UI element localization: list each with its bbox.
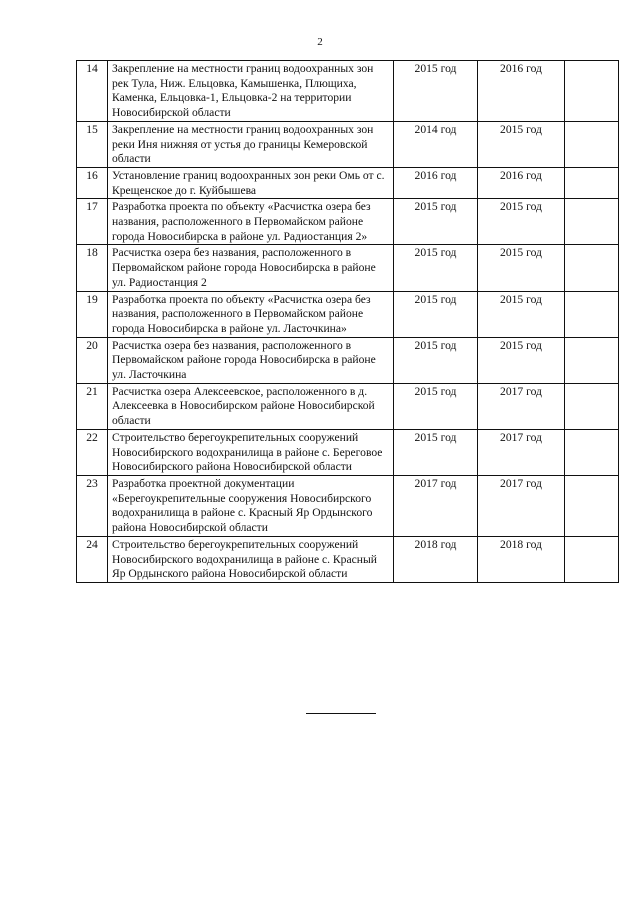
end-year-cell: 2016 год — [478, 167, 565, 198]
start-year-cell: 2015 год — [394, 291, 478, 337]
table-row — [77, 429, 619, 475]
works-table-body — [77, 61, 619, 583]
end-year-cell: 2015 год — [478, 121, 565, 167]
start-year-cell: 2015 год — [394, 61, 478, 122]
work-name-cell: Установление границ водоохранных зон реки Омь от с. Крещенское до г. Куйбышева — [108, 167, 394, 198]
note-cell — [565, 199, 619, 245]
note-cell — [565, 291, 619, 337]
note-cell — [565, 337, 619, 383]
row-number-cell: 19 — [77, 291, 108, 337]
end-year-cell: 2015 год — [478, 199, 565, 245]
start-year-cell: 2015 год — [394, 383, 478, 429]
row-number-cell: 20 — [77, 337, 108, 383]
end-year-cell: 2017 год — [478, 429, 565, 475]
note-cell — [565, 429, 619, 475]
row-number-cell: 16 — [77, 167, 108, 198]
note-cell — [565, 61, 619, 122]
note-cell — [565, 245, 619, 291]
end-year-cell: 2016 год — [478, 61, 565, 122]
work-name-cell: Расчистка озера Алексеевское, расположенного в д. Алексеевка в Новосибирском районе Новосибирской области — [108, 383, 394, 429]
start-year-cell: 2015 год — [394, 199, 478, 245]
end-year-cell: 2015 год — [478, 337, 565, 383]
note-cell — [565, 475, 619, 536]
table-row — [77, 199, 619, 245]
note-cell — [565, 383, 619, 429]
row-number-cell: 23 — [77, 475, 108, 536]
start-year-cell: 2016 год — [394, 167, 478, 198]
work-name-cell: Расчистка озера без названия, расположенного в Первомайском районе города Новосибирска в районе ул. Ласточкина — [108, 337, 394, 383]
table-row — [77, 383, 619, 429]
row-number-cell: 18 — [77, 245, 108, 291]
row-number-cell: 15 — [77, 121, 108, 167]
work-name-cell: Разработка проекта по объекту «Расчистка озера без названия, расположенного в Первомайском районе города Новосибирска в районе ул. Ласточкина» — [108, 291, 394, 337]
start-year-cell: 2017 год — [394, 475, 478, 536]
work-name-cell: Строительство берегоукрепительных сооружений Новосибирского водохранилища в районе с. Красный Яр Ордынского района Новосибирской области — [108, 536, 394, 582]
end-year-cell: 2015 год — [478, 245, 565, 291]
end-year-cell: 2017 год — [478, 475, 565, 536]
note-cell — [565, 167, 619, 198]
work-name-cell: Расчистка озера без названия, расположенного в Первомайском районе города Новосибирска в районе ул. Радиостанция 2 — [108, 245, 394, 291]
row-number-cell: 24 — [77, 536, 108, 582]
end-year-cell: 2015 год — [478, 291, 565, 337]
table-row — [77, 536, 619, 582]
start-year-cell: 2015 год — [394, 337, 478, 383]
table-row — [77, 245, 619, 291]
closing-rule — [306, 713, 376, 714]
work-name-cell: Разработка проектной документации «Берегоукрепительные сооружения Новосибирского водохранилища в районе с. Красный Яр Ордынского района Новосибирской области — [108, 475, 394, 536]
row-number-cell: 22 — [77, 429, 108, 475]
note-cell — [565, 121, 619, 167]
work-name-cell: Разработка проекта по объекту «Расчистка озера без названия, расположенного в Первомайском районе города Новосибирска в районе ул. Радиостанция 2» — [108, 199, 394, 245]
table-row — [77, 291, 619, 337]
table-row — [77, 167, 619, 198]
table-row — [77, 61, 619, 122]
start-year-cell: 2018 год — [394, 536, 478, 582]
start-year-cell: 2015 год — [394, 429, 478, 475]
table-row — [77, 121, 619, 167]
page-number: 2 — [317, 36, 323, 48]
works-table — [76, 60, 619, 583]
start-year-cell: 2015 год — [394, 245, 478, 291]
work-name-cell: Закрепление на местности границ водоохранных зон реки Иня нижняя от устья до границы Кемеровской области — [108, 121, 394, 167]
start-year-cell: 2014 год — [394, 121, 478, 167]
table-row — [77, 475, 619, 536]
table-row — [77, 337, 619, 383]
note-cell — [565, 536, 619, 582]
end-year-cell: 2018 год — [478, 536, 565, 582]
work-name-cell: Закрепление на местности границ водоохранных зон рек Тула, Ниж. Ельцовка, Камышенка, Плющиха, Каменка, Ельцовка-1, Ельцовка-2 на территории Новосибирской области — [108, 61, 394, 122]
row-number-cell: 17 — [77, 199, 108, 245]
end-year-cell: 2017 год — [478, 383, 565, 429]
row-number-cell: 14 — [77, 61, 108, 122]
work-name-cell: Строительство берегоукрепительных сооружений Новосибирского водохранилища в районе с. Береговое Новосибирского района Новосибирской области — [108, 429, 394, 475]
row-number-cell: 21 — [77, 383, 108, 429]
